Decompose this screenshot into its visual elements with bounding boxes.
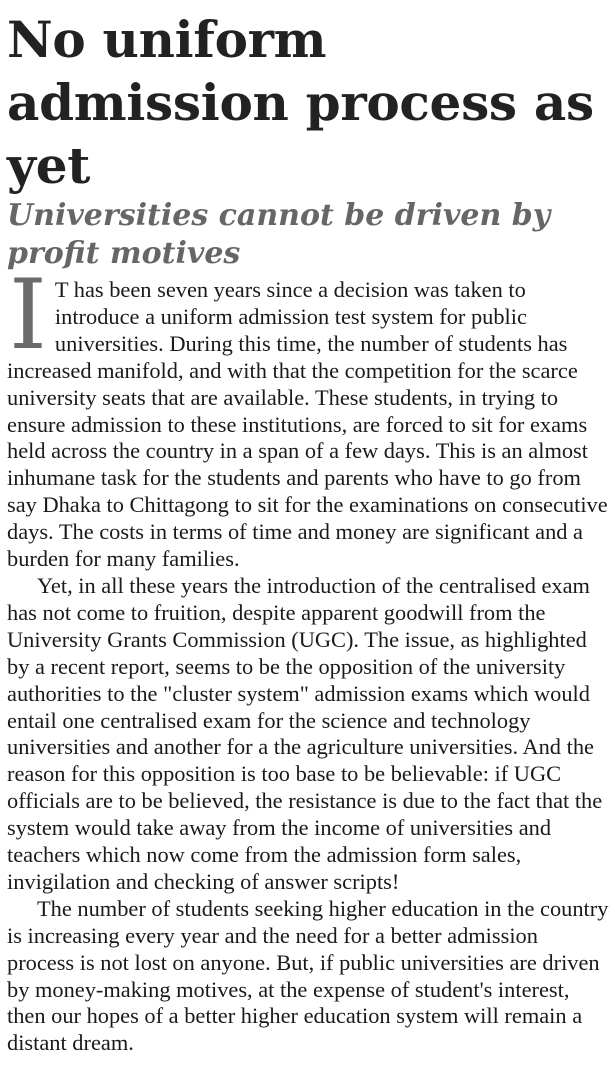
subheadline: Universities cannot be driven by profit motives	[7, 198, 551, 271]
article-body	[7, 259, 609, 1057]
drop-cap: I	[9, 259, 47, 371]
paragraph-2: Yet, in all these years the introduction of the centralised exam has not come to fruition, despite apparent goodwill from the University Grants Commission (UGC). The issue, as highlighted by a recent report, seems to be the opposition of the university authorities to the "cluster system" admission exams which would entail one centralised exam for the science and technology universities and another for a the agriculture universities. And the reason for this opposition is too base to be believable: if UGC officials are to be believed, the resistance is due to the fact that the system would take away from the income of universities and teachers which now come from the admission form sales, invigilation and checking of answer scripts!	[7, 572, 603, 894]
headline: No uniform admission process as yet	[7, 10, 594, 195]
paragraph-1-text: T has been seven years since a decision was taken to introduce a uniform admission test system for public universities. During this time, the number of students has increased manifold, and with that the competition for the scarce university seats that are available. These students, in trying to ensure admission to these institutions, are forced to sit for exams held across the country in a span of a few days. This is an almost inhumane task for the students and parents who have to go from say Dhaka to Chittagong to sit for the examinations on consecutive days. The costs in terms of time and money are significant and a burden for many families.	[7, 277, 608, 572]
paragraph-3: The number of students seeking higher education in the country is increasing every year and the need for a better admission process is not lost on anyone. But, if public universities are driven by money-making motives, at the expense of student's interest, then our hopes of a better higher education system will remain a distant dream.	[7, 895, 609, 1056]
paragraph-1	[7, 259, 609, 573]
